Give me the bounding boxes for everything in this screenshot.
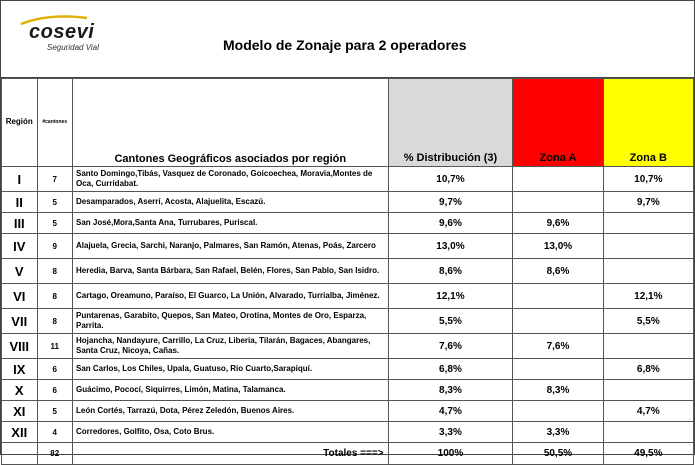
cantones-cell: León Cortés, Tarrazú, Dota, Pérez Zeledón, Buenos Aires. <box>73 401 389 422</box>
distribution-cell: 8,6% <box>388 259 513 284</box>
table-row <box>2 359 694 380</box>
zona-b-cell: 12,1% <box>603 284 693 309</box>
region-cell: I <box>2 167 38 192</box>
cantones-count-cell: 8 <box>37 284 73 309</box>
zona-a-cell: 7,6% <box>513 334 603 359</box>
zona-a-cell <box>513 192 603 213</box>
cantones-count-cell: 5 <box>37 401 73 422</box>
region-cell: IX <box>2 359 38 380</box>
cantones-count-cell: 5 <box>37 213 73 234</box>
zona-b-cell <box>603 213 693 234</box>
table-row <box>2 309 694 334</box>
zona-b-cell <box>603 334 693 359</box>
header-region: Región <box>2 79 38 167</box>
zonaje-table <box>1 78 694 465</box>
cantones-cell: Hojancha, Nandayure, Carrillo, La Cruz, Liberia, Tilarán, Bagaces, Abangares, Santa Cruz, Nicoya, Cañas. <box>73 334 389 359</box>
cantones-cell: Alajuela, Grecia, Sarchi, Naranjo, Palmares, San Ramón, Atenas, Poás, Zarcero <box>73 234 389 259</box>
cantones-count-cell: 11 <box>37 334 73 359</box>
cantones-cell: Puntarenas, Garabito, Quepos, San Mateo, Orotina, Montes de Oro, Esparza, Parrita. <box>73 309 389 334</box>
distribution-cell: 5,5% <box>388 309 513 334</box>
zona-b-cell: 9,7% <box>603 192 693 213</box>
totals-count-cell: 82 <box>37 443 73 465</box>
table-row <box>2 234 694 259</box>
region-cell: II <box>2 192 38 213</box>
header-cantones-count: #cantones <box>37 79 73 167</box>
cantones-cell: Desamparados, Aserrí, Acosta, Alajuelita, Escazú. <box>73 192 389 213</box>
region-cell: IV <box>2 234 38 259</box>
zona-a-cell <box>513 309 603 334</box>
cantones-cell: Santo Domingo,Tibás, Vasquez de Coronado, Goicoechea, Moravia,Montes de Oca, Curridabat. <box>73 167 389 192</box>
zona-b-cell: 5,5% <box>603 309 693 334</box>
distribution-cell: 12,1% <box>388 284 513 309</box>
totals-row <box>2 443 694 465</box>
cantones-count-cell: 4 <box>37 422 73 443</box>
cantones-cell: San Carlos, Los Chiles, Upala, Guatuso, Rio Cuarto,Sarapiquí. <box>73 359 389 380</box>
distribution-cell: 13,0% <box>388 234 513 259</box>
distribution-cell: 9,6% <box>388 213 513 234</box>
cantones-count-cell: 6 <box>37 380 73 401</box>
cantones-cell: Corredores, Golfito, Osa, Coto Brus. <box>73 422 389 443</box>
cantones-count-cell: 8 <box>37 259 73 284</box>
region-cell: VIII <box>2 334 38 359</box>
zona-b-cell <box>603 380 693 401</box>
distribution-cell: 4,7% <box>388 401 513 422</box>
logo-name: cosevi <box>29 21 95 43</box>
table-row <box>2 422 694 443</box>
zona-a-cell: 8,3% <box>513 380 603 401</box>
table-row <box>2 167 694 192</box>
cantones-cell: Cartago, Oreamuno, Paraíso, El Guarco, La Unión, Alvarado, Turrialba, Jiménez. <box>73 284 389 309</box>
totals-label-cell: Totales ===> <box>73 443 389 465</box>
logo-tagline: Seguridad Vial <box>47 43 99 52</box>
cantones-cell: Heredia, Barva, Santa Bárbara, San Rafael, Belén, Flores, San Pablo, San Isidro. <box>73 259 389 284</box>
cantones-count-cell: 7 <box>37 167 73 192</box>
distribution-cell: 10,7% <box>388 167 513 192</box>
cosevi-logo <box>19 15 129 52</box>
page-title: Modelo de Zonaje para 2 operadores <box>223 37 467 53</box>
zona-b-cell <box>603 234 693 259</box>
zona-a-cell: 8,6% <box>513 259 603 284</box>
region-cell: III <box>2 213 38 234</box>
region-cell: VII <box>2 309 38 334</box>
zona-a-cell <box>513 167 603 192</box>
sheet-header <box>1 1 694 78</box>
table-row <box>2 401 694 422</box>
table-row <box>2 213 694 234</box>
cantones-count-cell: 5 <box>37 192 73 213</box>
zona-a-cell <box>513 401 603 422</box>
zona-b-cell <box>603 259 693 284</box>
zona-b-cell: 4,7% <box>603 401 693 422</box>
zona-a-cell: 3,3% <box>513 422 603 443</box>
cantones-count-cell: 6 <box>37 359 73 380</box>
region-cell: XII <box>2 422 38 443</box>
cantones-cell: Guácimo, Pococí, Siquirres, Limón, Matina, Talamanca. <box>73 380 389 401</box>
zona-a-cell: 9,6% <box>513 213 603 234</box>
region-cell: VI <box>2 284 38 309</box>
totals-zona-a-cell: 50,5% <box>513 443 603 465</box>
region-cell: X <box>2 380 38 401</box>
region-cell: XI <box>2 401 38 422</box>
distribution-cell: 7,6% <box>388 334 513 359</box>
totals-distribution-cell: 100% <box>388 443 513 465</box>
table-row <box>2 284 694 309</box>
region-cell: V <box>2 259 38 284</box>
table-row <box>2 259 694 284</box>
zona-b-cell: 10,7% <box>603 167 693 192</box>
header-zona-a: Zona A <box>513 79 603 167</box>
zona-b-cell: 6,8% <box>603 359 693 380</box>
table-header-row <box>2 79 694 167</box>
header-distribution: % Distribución (3) <box>388 79 513 167</box>
distribution-cell: 9,7% <box>388 192 513 213</box>
cantones-count-cell: 8 <box>37 309 73 334</box>
totals-zona-b-cell: 49,5% <box>603 443 693 465</box>
distribution-cell: 6,8% <box>388 359 513 380</box>
table-row <box>2 380 694 401</box>
distribution-cell: 3,3% <box>388 422 513 443</box>
header-zona-b: Zona B <box>603 79 693 167</box>
table-row <box>2 192 694 213</box>
totals-blank-cell <box>2 443 38 465</box>
distribution-cell: 8,3% <box>388 380 513 401</box>
zona-a-cell <box>513 359 603 380</box>
zona-a-cell: 13,0% <box>513 234 603 259</box>
cantones-cell: San José,Mora,Santa Ana, Turrubares, Puriscal. <box>73 213 389 234</box>
header-cantones: Cantones Geográficos asociados por región <box>73 79 389 167</box>
cantones-count-cell: 9 <box>37 234 73 259</box>
table-row <box>2 334 694 359</box>
zona-a-cell <box>513 284 603 309</box>
zona-b-cell <box>603 422 693 443</box>
